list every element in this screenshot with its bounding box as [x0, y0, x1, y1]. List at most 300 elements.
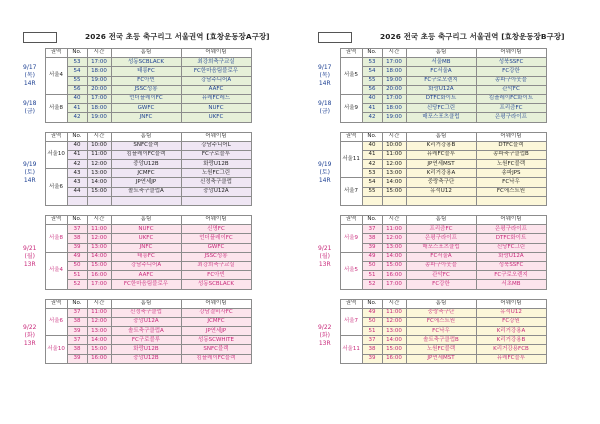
away-team: K리거강용B: [476, 336, 546, 345]
match-no: 53: [362, 58, 382, 67]
group-cell: 서울11: [340, 336, 362, 364]
match-no: 41: [67, 104, 87, 113]
away-team: GWFC: [181, 243, 251, 252]
home-team: 중랑축구단: [406, 308, 476, 317]
header-group: 권역: [45, 132, 67, 141]
match-time: 11:00: [87, 308, 111, 317]
header-row: [310, 299, 546, 308]
away-team: 유석U12: [476, 308, 546, 317]
match-time: 17:00: [87, 280, 111, 289]
away-team: DTFC블랙: [476, 141, 546, 150]
match-time: 16:00: [382, 354, 406, 363]
match-time: 13:00: [87, 243, 111, 252]
match-no: 37: [67, 336, 87, 345]
match-no: 55: [362, 187, 382, 196]
match-time: 17:00: [382, 58, 406, 67]
table-row: [310, 94, 546, 103]
match-no: 56: [362, 85, 382, 94]
away-team: 신정축구클럽: [181, 178, 251, 187]
header-group: 권역: [340, 216, 362, 225]
match-no: 39: [362, 354, 382, 363]
right-name-box[interactable]: [318, 32, 352, 43]
date-line: 9/22: [23, 323, 37, 331]
home-team: FC한마음팀블로우: [111, 280, 181, 289]
match-no: 39: [67, 354, 87, 363]
match-time: 13:00: [382, 169, 406, 178]
header-no: No.: [362, 299, 382, 308]
schedule-table: [310, 299, 547, 364]
match-time: 12:00: [87, 317, 111, 326]
away-team: 성북SSFC: [476, 261, 546, 270]
match-time: 14:00: [87, 252, 111, 261]
home-team: 신당FC그린: [406, 104, 476, 113]
right-sheet-title: 2026 전국 초등 축구리그 서울권역 [효창운동장B구장]: [380, 32, 565, 41]
home-team: 매포스포츠클럽: [406, 243, 476, 252]
home-team: JP연세MST: [406, 160, 476, 169]
match-time: 11:00: [382, 225, 406, 234]
away-team: 노원FC블랙: [476, 160, 546, 169]
date-line: 13R: [23, 339, 36, 347]
home-team: DTFC화이트: [406, 94, 476, 103]
schedule-table: [15, 215, 252, 290]
away-team: 강남결비사FC: [181, 308, 251, 317]
table-row: [15, 169, 251, 178]
away-team: 화랑U12A: [476, 252, 546, 261]
table-row: [310, 225, 546, 234]
home-team: JSSC성봉: [111, 85, 181, 94]
schedule-block: [310, 215, 600, 290]
header-date: [15, 216, 45, 225]
header-no: No.: [362, 49, 382, 58]
table-row: [310, 178, 546, 187]
match-no: 37: [67, 308, 87, 317]
away-team: 뮤레FC레드: [181, 94, 251, 103]
home-team: [406, 196, 476, 205]
left-name-box[interactable]: [23, 32, 57, 43]
date-cell: [15, 58, 45, 95]
right-title-row: [310, 27, 600, 45]
match-no: 51: [362, 271, 382, 280]
match-time: 15:00: [87, 187, 111, 196]
home-team: FC서울A: [406, 67, 476, 76]
match-time: 16:00: [87, 271, 111, 280]
home-team: SNFC블랙: [111, 141, 181, 150]
match-time: 13:00: [382, 327, 406, 336]
date-line: (토): [24, 169, 35, 177]
header-date: [15, 299, 45, 308]
table-row: [15, 225, 251, 234]
table-row: [310, 252, 546, 261]
table-row: [15, 252, 251, 261]
schedule-table: [15, 299, 252, 364]
match-no: 49: [362, 252, 382, 261]
home-team: 매포스포츠클럽: [406, 113, 476, 122]
match-time: 18:00: [87, 104, 111, 113]
date-line: 13R: [23, 260, 36, 268]
away-team: FC강한: [476, 67, 546, 76]
match-time: 20:00: [87, 85, 111, 94]
match-time: 19:00: [382, 113, 406, 122]
date-line: (금): [24, 108, 35, 116]
right-sheet: [310, 0, 600, 364]
home-team: 중랑축구단: [406, 178, 476, 187]
header-group: 권역: [45, 49, 67, 58]
match-time: 17:00: [382, 94, 406, 103]
away-team: AAFC: [181, 85, 251, 94]
header-home: 홈팀: [111, 216, 181, 225]
match-no: 43: [67, 169, 87, 178]
group-cell: 서울6: [45, 308, 67, 336]
match-no: [362, 196, 382, 205]
header-group: 권역: [340, 49, 362, 58]
header-home: 홈팀: [406, 216, 476, 225]
group-cell: 서울8: [45, 94, 67, 122]
home-team: 솔트축구클럽B: [406, 336, 476, 345]
match-time: 14:00: [382, 336, 406, 345]
away-team: SNFC블랙: [181, 345, 251, 354]
header-date: [310, 132, 340, 141]
home-team: 킴플레이FC블랙: [111, 150, 181, 159]
home-team: K리거강용B: [406, 141, 476, 150]
away-team: 은평구라이프: [476, 113, 546, 122]
away-team: FC낙우: [476, 178, 546, 187]
match-time: 11:00: [382, 150, 406, 159]
away-team: 화랑U12B: [181, 160, 251, 169]
header-no: No.: [67, 132, 87, 141]
date-line: (금): [319, 108, 330, 116]
home-team: 중앙U12A: [111, 317, 181, 326]
home-team: FC아빈: [111, 76, 181, 85]
away-team: FC구로오렌지: [476, 271, 546, 280]
match-no: 49: [362, 308, 382, 317]
header-time: 시간: [87, 49, 111, 58]
away-team: JSSC성봉: [181, 252, 251, 261]
match-time: 18:00: [87, 67, 111, 76]
match-time: 15:00: [87, 345, 111, 354]
date-cell: [310, 58, 340, 95]
schedule-block: [310, 132, 600, 207]
away-team: 서초MB: [476, 280, 546, 289]
header-away: 어웨이팀: [181, 216, 251, 225]
date-cell: [15, 94, 45, 122]
away-team: [476, 196, 546, 205]
header-home: 홈팀: [406, 49, 476, 58]
home-team: 신정축구클럽: [111, 308, 181, 317]
match-time: 19:00: [87, 76, 111, 85]
away-team: 중앙U12A: [181, 187, 251, 196]
group-cell: 서울9: [340, 94, 362, 122]
date-line: 13R: [318, 339, 331, 347]
date-line: (월): [24, 252, 35, 260]
match-no: 55: [362, 76, 382, 85]
match-time: 16:00: [87, 354, 111, 363]
date-line: 14R: [318, 177, 331, 185]
home-team: GWFC: [111, 104, 181, 113]
match-no: 42: [362, 113, 382, 122]
match-no: 42: [362, 160, 382, 169]
date-line: 9/18: [318, 100, 332, 108]
home-team: 서울MB: [406, 58, 476, 67]
header-row: [15, 49, 251, 58]
match-no: 54: [362, 178, 382, 187]
away-team: 은평구라이프: [476, 225, 546, 234]
header-time: 시간: [87, 132, 111, 141]
match-time: 12:00: [382, 317, 406, 326]
match-no: 52: [67, 280, 87, 289]
match-no: 41: [67, 150, 87, 159]
away-team: 강남주니어L: [181, 141, 251, 150]
match-no: 40: [362, 141, 382, 150]
header-no: No.: [67, 299, 87, 308]
home-team: JP연세MST: [406, 354, 476, 363]
match-no: 56: [67, 85, 87, 94]
home-team: JNFC: [111, 113, 181, 122]
header-row: [15, 132, 251, 141]
table-row: [310, 141, 546, 150]
header-away: 어웨이팀: [181, 132, 251, 141]
match-time: 12:00: [382, 160, 406, 169]
match-time: 13:00: [87, 169, 111, 178]
match-time: 12:00: [382, 234, 406, 243]
match-time: 19:00: [87, 113, 111, 122]
group-cell: 서울4: [45, 58, 67, 95]
header-row: [310, 216, 546, 225]
group-cell: 서울10: [45, 336, 67, 364]
group-cell: 서울11: [340, 141, 362, 178]
match-no: 44: [67, 187, 87, 196]
schedule-block: [15, 215, 305, 290]
home-team: 뮤레FC블루: [406, 150, 476, 159]
match-no: 41: [362, 104, 382, 113]
home-team: 중앙U12B: [111, 354, 181, 363]
date-cell: [15, 308, 45, 363]
date-line: 14R: [318, 80, 331, 88]
match-time: 15:00: [87, 261, 111, 270]
match-time: 14:00: [382, 178, 406, 187]
match-time: 14:00: [87, 336, 111, 345]
header-group: 권역: [340, 299, 362, 308]
match-time: 11:00: [382, 308, 406, 317]
header-time: 시간: [87, 216, 111, 225]
schedule-table: [15, 132, 252, 207]
away-team: [181, 196, 251, 205]
match-time: [382, 196, 406, 205]
match-no: 41: [362, 150, 382, 159]
away-team: JP연세JP: [181, 327, 251, 336]
date-cell: [15, 225, 45, 289]
header-time: 시간: [382, 299, 406, 308]
match-no: 42: [67, 160, 87, 169]
date-line: (화): [319, 331, 330, 339]
match-no: 43: [67, 178, 87, 187]
match-time: 17:00: [382, 280, 406, 289]
schedule-table: [15, 48, 252, 123]
date-cell: [15, 141, 45, 205]
header-group: 권역: [45, 216, 67, 225]
home-team: K리거강용A: [406, 169, 476, 178]
table-row: [310, 308, 546, 317]
away-team: 강남주니어A: [181, 76, 251, 85]
schedule-table: [310, 132, 547, 207]
away-team: 성동SCWHITE: [181, 336, 251, 345]
match-time: 13:00: [87, 327, 111, 336]
away-team: 성북SSFC: [476, 58, 546, 67]
left-sheet: [15, 0, 305, 364]
home-team: FC강한: [406, 280, 476, 289]
table-row: [15, 94, 251, 103]
away-team: FC아빈: [181, 271, 251, 280]
date-cell: [310, 308, 340, 363]
home-team: 송파구아웃블: [406, 261, 476, 270]
away-team: FC강원: [476, 317, 546, 326]
table-row: [310, 336, 546, 345]
match-time: 19:00: [382, 76, 406, 85]
match-no: 39: [362, 243, 382, 252]
group-cell: 서울5: [340, 58, 362, 95]
home-team: 언더플레이FC: [111, 94, 181, 103]
away-team: 송파축구클럽B: [476, 150, 546, 159]
table-row: [310, 58, 546, 67]
match-time: 11:00: [87, 225, 111, 234]
date-line: (월): [319, 252, 330, 260]
away-team: 신명FC: [181, 225, 251, 234]
header-home: 홈팀: [111, 49, 181, 58]
header-time: 시간: [382, 132, 406, 141]
home-team: JP연세JP: [111, 178, 181, 187]
match-no: 55: [67, 76, 87, 85]
match-no: 42: [67, 113, 87, 122]
schedule-block: [15, 132, 305, 207]
home-team: FC구로오렌지: [406, 76, 476, 85]
home-team: 성동SCBLACK: [111, 58, 181, 67]
date-line: 14R: [23, 80, 36, 88]
match-time: 12:00: [87, 160, 111, 169]
group-cell: 서울4: [45, 252, 67, 289]
away-team: DTFC화이트: [476, 234, 546, 243]
match-time: 18:00: [382, 104, 406, 113]
group-cell: 서울6: [45, 169, 67, 206]
left-blocks: [15, 48, 305, 364]
header-away: 어웨이팀: [476, 216, 546, 225]
match-no: 38: [67, 317, 87, 326]
match-no: 50: [362, 261, 382, 270]
date-line: 13R: [318, 260, 331, 268]
schedule-block: [15, 48, 305, 123]
header-home: 홈팀: [406, 132, 476, 141]
home-team: 프리즘FC: [406, 225, 476, 234]
match-no: 53: [362, 169, 382, 178]
group-cell: 서울9: [340, 225, 362, 253]
header-date: [310, 49, 340, 58]
header-time: 시간: [382, 216, 406, 225]
home-team: 은평구라이프: [406, 234, 476, 243]
schedule-block: [310, 299, 600, 364]
away-team: FC에스트원: [476, 187, 546, 196]
match-no: 37: [362, 336, 382, 345]
date-line: (토): [319, 169, 330, 177]
home-team: JCMFC: [111, 169, 181, 178]
left-sheet-title: 2026 전국 초등 축구리그 서울권역 [효창운동장A구장]: [85, 32, 270, 41]
match-no: 40: [67, 141, 87, 150]
header-home: 홈팀: [111, 299, 181, 308]
header-away: 어웨이팀: [181, 49, 251, 58]
away-team: 성동SCBLACK: [181, 280, 251, 289]
match-no: 50: [362, 317, 382, 326]
date-line: (목): [319, 72, 330, 80]
match-time: 12:00: [87, 234, 111, 243]
group-cell: 서울7: [340, 308, 362, 336]
schedule-table: [310, 215, 547, 290]
date-line: 14R: [23, 177, 36, 185]
match-time: 13:00: [382, 243, 406, 252]
match-no: 40: [362, 94, 382, 103]
match-no: 50: [67, 261, 87, 270]
home-team: 강남주니어A: [111, 261, 181, 270]
away-team: NUFC: [181, 104, 251, 113]
match-time: 10:00: [87, 141, 111, 150]
home-team: 유석U12: [406, 187, 476, 196]
away-team: 프리즘FC: [476, 104, 546, 113]
away-team: JCMFC: [181, 317, 251, 326]
match-time: 18:00: [382, 67, 406, 76]
schedule-block: [310, 48, 600, 123]
schedule-table: [310, 48, 547, 123]
match-no: 38: [362, 234, 382, 243]
away-team: 관악FC: [476, 85, 546, 94]
match-no: 37: [67, 225, 87, 234]
home-team: UKFC: [111, 234, 181, 243]
home-team: 태릉FC: [111, 252, 181, 261]
away-team: 송파구아웃블: [476, 76, 546, 85]
match-time: 14:00: [382, 252, 406, 261]
away-team: 최강희축구교실: [181, 58, 251, 67]
home-team: 관악FC: [406, 271, 476, 280]
date-cell: [310, 94, 340, 122]
header-row: [310, 132, 546, 141]
away-team: K리거강용FCB: [476, 345, 546, 354]
match-time: 14:00: [87, 178, 111, 187]
match-no: [67, 196, 87, 205]
header-date: [15, 49, 45, 58]
date-line: 9/17: [318, 64, 332, 72]
header-time: 시간: [87, 299, 111, 308]
header-date: [15, 132, 45, 141]
match-no: 38: [67, 234, 87, 243]
date-line: 9/21: [318, 244, 332, 252]
home-team: FC에스트원: [406, 317, 476, 326]
left-title-row: [15, 27, 305, 45]
header-no: No.: [67, 49, 87, 58]
away-team: 킴플레이FC블랙: [181, 354, 251, 363]
away-team: 킴플레이FC화이트: [476, 94, 546, 103]
match-time: 20:00: [382, 85, 406, 94]
home-team: FC구로블루: [111, 336, 181, 345]
match-no: 49: [67, 252, 87, 261]
away-team: FC한마음팀블로우: [181, 67, 251, 76]
match-time: 15:00: [382, 345, 406, 354]
match-no: 53: [67, 58, 87, 67]
header-away: 어웨이팀: [476, 132, 546, 141]
date-line: 9/18: [23, 100, 37, 108]
away-team: 최강희축구교실: [181, 261, 251, 270]
home-team: NUFC: [111, 225, 181, 234]
home-team: 태릉FC: [111, 67, 181, 76]
date-line: 9/17: [23, 64, 37, 72]
date-line: (화): [24, 331, 35, 339]
date-cell: [310, 225, 340, 289]
match-no: 51: [362, 327, 382, 336]
match-no: 51: [67, 271, 87, 280]
